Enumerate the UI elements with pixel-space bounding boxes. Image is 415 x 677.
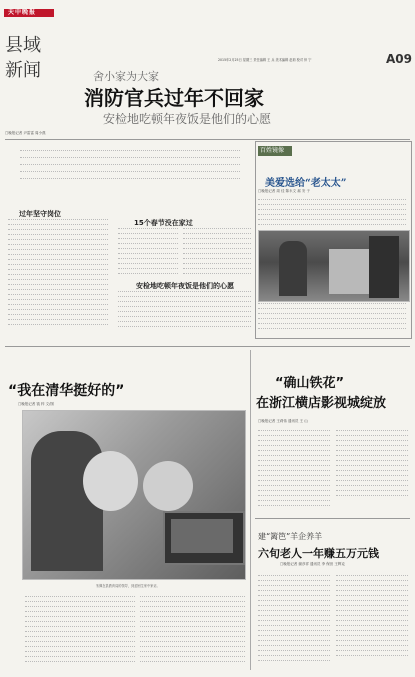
lead-col-2 (118, 228, 178, 278)
side-box-headline: 美爱选给“老太太” (265, 178, 347, 189)
film-byline: □晚报记者 王莉伟 通讯员 王 山 (258, 419, 308, 423)
section-title-1: 县域 (5, 35, 41, 56)
film-headline-2: 在浙江横店影视城绽放 (256, 396, 387, 411)
column-divider (250, 350, 251, 670)
lead-headline: 消防官兵过年不回家 (84, 86, 264, 110)
divider-3 (255, 518, 410, 519)
lead-col-1 (8, 219, 108, 331)
heading-h3: 安检地吃顿年夜饭是他们的心愿 (136, 282, 234, 290)
side-box-photo (258, 230, 410, 302)
date-meta: 2015年2月25日 星期三 责任编辑 王 兵 美术编辑 赵莉 校对 仲 宁 (218, 58, 312, 62)
film-col-1 (258, 430, 330, 512)
heading-h2: 15个春节没在家过 (134, 219, 193, 227)
agri-col-1 (258, 575, 330, 670)
side-box-byline: □晚报记者 周 佳 陈永文 郝 安 于 (258, 189, 310, 193)
page-number: A09 (386, 52, 412, 66)
feature-photo (22, 410, 246, 580)
lead-body (20, 150, 240, 184)
lead-col-3 (183, 228, 251, 278)
lead-kicker: 舍小家为大家 (93, 70, 159, 83)
film-col-2 (336, 430, 408, 512)
divider-2 (5, 346, 410, 347)
agri-byline: □晚报记者 谢彦祥 通讯员 李 保田 王辉克 (280, 562, 345, 566)
feature-caption: 朱佩在县教育局的领导，到贫困生家中家访。 (96, 584, 160, 588)
side-box-body (258, 199, 406, 229)
feature-byline: □晚报记者 钱 梓 文/图 (18, 402, 54, 406)
film-headline-1: “确山铁花” (275, 376, 345, 391)
lead-col-4 (118, 291, 251, 331)
agri-col-2 (336, 575, 408, 670)
section-title-2: 新闻 (5, 60, 41, 81)
side-box-column: 百姓镜像 (260, 147, 285, 154)
feature-headline: “我在清华挺好的” (8, 383, 125, 399)
agri-headline: 六旬老人一年赚五万元钱 (258, 547, 379, 560)
lead-byline: □晚报记者 尹雷雷 周小燕 (5, 131, 46, 135)
side-box-caption-and-text (258, 303, 406, 333)
heading-h1: 过年坚守岗位 (19, 210, 61, 218)
agri-kicker: 建“篱笆”羊企养羊 (258, 532, 323, 541)
masthead-brand: 天中晚报 (8, 9, 37, 16)
feature-col-1 (25, 596, 135, 668)
divider (5, 139, 410, 140)
lead-subhead: 安检地吃顿年夜饭是他们的心愿 (103, 112, 272, 126)
feature-col-2 (140, 596, 245, 668)
